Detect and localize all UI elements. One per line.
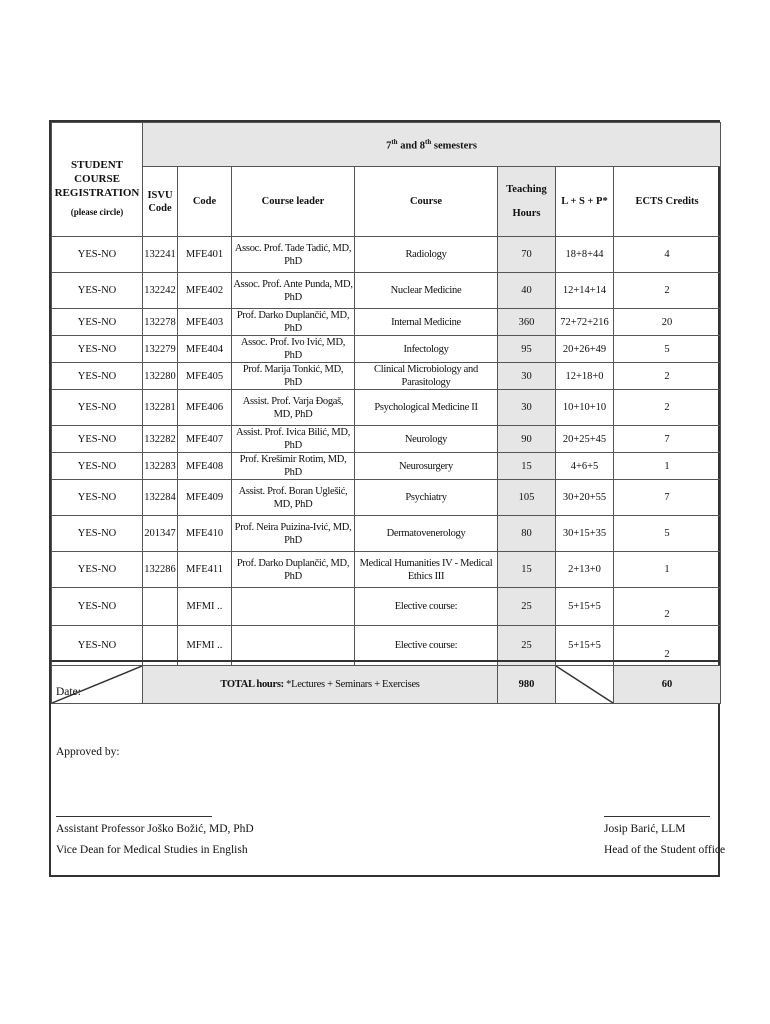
lsp-hours: 12+18+0 <box>556 363 614 390</box>
course-code: MFE404 <box>178 336 232 363</box>
totals-label: TOTAL hours: <box>220 679 284 690</box>
course-code: MFMI .. <box>178 588 232 626</box>
lsp-hours: 4+6+5 <box>556 453 614 480</box>
course-leader: Prof. Neira Puizina-Ivić, MD, PhD <box>232 516 355 552</box>
registration-choice[interactable]: YES-NO <box>52 480 143 516</box>
course-registration-table <box>51 122 721 704</box>
registration-choice[interactable]: YES-NO <box>52 552 143 588</box>
ects-credits: 20 <box>614 309 721 336</box>
course-row <box>52 273 721 309</box>
semester-7: 7 <box>386 140 392 152</box>
semesters-word: semesters <box>431 140 478 152</box>
course-row <box>52 552 721 588</box>
teaching-hours: 95 <box>498 336 556 363</box>
isvu-code: 132284 <box>143 480 178 516</box>
course-row <box>52 390 721 426</box>
col-header-code: Code <box>178 167 232 237</box>
signer-vice-dean-title: Vice Dean for Medical Studies in English <box>56 844 248 856</box>
semester-8-suffix: th <box>425 138 432 147</box>
ects-credits: 1 <box>614 552 721 588</box>
teaching-hours: 30 <box>498 363 556 390</box>
course-leader: Assist. Prof. Varja Đogaš, MD, PhD <box>232 390 355 426</box>
lsp-hours: 20+26+49 <box>556 336 614 363</box>
registration-choice[interactable]: YES-NO <box>52 309 143 336</box>
course-code: MFE401 <box>178 237 232 273</box>
ects-credits: 1 <box>614 453 721 480</box>
teaching-hours: 15 <box>498 453 556 480</box>
approval-section <box>51 660 726 879</box>
registration-choice[interactable]: YES-NO <box>52 363 143 390</box>
course-row <box>52 237 721 273</box>
teaching-hours: 90 <box>498 426 556 453</box>
col-header-teaching-hours: Teaching Hours <box>498 167 556 237</box>
isvu-code: 132278 <box>143 309 178 336</box>
course-code: MFE408 <box>178 453 232 480</box>
course-name: Internal Medicine <box>355 309 498 336</box>
date-label: Date: <box>56 686 81 698</box>
course-name: Dermatovenerology <box>355 516 498 552</box>
course-name: Elective course: <box>355 588 498 626</box>
course-name: Elective course: <box>355 626 498 666</box>
semester-7-suffix: th <box>391 138 398 147</box>
ects-credits: 2 <box>614 588 721 626</box>
lsp-hours: 10+10+10 <box>556 390 614 426</box>
isvu-code <box>143 588 178 626</box>
course-code: MFE402 <box>178 273 232 309</box>
lsp-hours: 12+14+14 <box>556 273 614 309</box>
signature-line-student-office <box>604 816 710 817</box>
course-row <box>52 588 721 626</box>
lsp-hours: 2+13+0 <box>556 552 614 588</box>
isvu-code: 132286 <box>143 552 178 588</box>
course-code: MFMI .. <box>178 626 232 666</box>
lsp-hours: 5+15+5 <box>556 588 614 626</box>
ects-credits: 2 <box>614 363 721 390</box>
isvu-code: 132241 <box>143 237 178 273</box>
col-header-leader: Course leader <box>232 167 355 237</box>
please-circle-note: (please circle) <box>70 207 124 217</box>
course-row <box>52 480 721 516</box>
semester-8: and 8 <box>397 140 425 152</box>
registration-header-cell <box>52 123 143 237</box>
ects-credits: 7 <box>614 426 721 453</box>
ects-credits: 2 <box>614 626 721 666</box>
course-name: Psychiatry <box>355 480 498 516</box>
course-leader: Prof. Darko Duplančić, MD, PhD <box>232 552 355 588</box>
isvu-code: 201347 <box>143 516 178 552</box>
registration-choice[interactable]: YES-NO <box>52 237 143 273</box>
totals-note: *Lectures + Seminars + Exercises <box>283 679 420 690</box>
course-code: MFE410 <box>178 516 232 552</box>
course-name: Neurosurgery <box>355 453 498 480</box>
lsp-hours: 5+15+5 <box>556 626 614 666</box>
course-leader: Assist. Prof. Ivica Bilić, MD, PhD <box>232 426 355 453</box>
course-name: Radiology <box>355 237 498 273</box>
approved-by-label: Approved by: <box>56 746 120 758</box>
signature-line-vice-dean <box>56 816 212 817</box>
course-name: Medical Humanities IV - Medical Ethics III <box>355 552 498 588</box>
course-code: MFE407 <box>178 426 232 453</box>
registration-choice[interactable]: YES-NO <box>52 626 143 666</box>
lsp-hours: 30+20+55 <box>556 480 614 516</box>
course-registration-form <box>49 120 726 877</box>
course-name: Infectology <box>355 336 498 363</box>
signer-student-office-title: Head of the Student office <box>604 844 726 856</box>
teaching-hours: 360 <box>498 309 556 336</box>
course-row <box>52 516 721 552</box>
total-teaching-hours: 980 <box>498 666 556 704</box>
course-leader: Prof. Darko Duplančić, MD, PhD <box>232 309 355 336</box>
teaching-hours: 70 <box>498 237 556 273</box>
isvu-code: 132242 <box>143 273 178 309</box>
course-row <box>52 309 721 336</box>
course-leader <box>232 588 355 626</box>
course-name: Neurology <box>355 426 498 453</box>
course-leader: Assist. Prof. Boran Uglešić, MD, PhD <box>232 480 355 516</box>
registration-title: STUDENT COURSE REGISTRATION <box>54 159 140 199</box>
course-code: MFE403 <box>178 309 232 336</box>
signer-student-office-name: Josip Barić, LLM <box>604 823 686 835</box>
course-row <box>52 363 721 390</box>
lsp-hours: 30+15+35 <box>556 516 614 552</box>
course-leader: Assoc. Prof. Ante Punda, MD, PhD <box>232 273 355 309</box>
isvu-code: 132279 <box>143 336 178 363</box>
total-ects: 60 <box>614 666 721 704</box>
lsp-hours: 20+25+45 <box>556 426 614 453</box>
course-leader: Assoc. Prof. Ivo Ivić, MD, PhD <box>232 336 355 363</box>
teaching-hours: 15 <box>498 552 556 588</box>
course-leader: Prof. Marija Tonkić, MD, PhD <box>232 363 355 390</box>
course-leader: Prof. Krešimir Rotim, MD, PhD <box>232 453 355 480</box>
course-leader: Assoc. Prof. Tade Tadić, MD, PhD <box>232 237 355 273</box>
course-code: MFE406 <box>178 390 232 426</box>
lsp-hours: 72+72+216 <box>556 309 614 336</box>
signer-vice-dean-name: Assistant Professor Joško Božić, MD, PhD <box>56 823 254 835</box>
teaching-hours: 25 <box>498 626 556 666</box>
isvu-code: 132283 <box>143 453 178 480</box>
teaching-hours: 30 <box>498 390 556 426</box>
registration-choice[interactable]: YES-NO <box>52 453 143 480</box>
ects-credits: 5 <box>614 516 721 552</box>
ects-credits: 4 <box>614 237 721 273</box>
course-code: MFE411 <box>178 552 232 588</box>
teaching-hours: 25 <box>498 588 556 626</box>
col-header-ects: ECTS Credits <box>614 167 721 237</box>
course-row <box>52 426 721 453</box>
isvu-code: 132281 <box>143 390 178 426</box>
ects-credits: 2 <box>614 273 721 309</box>
lsp-hours: 18+8+44 <box>556 237 614 273</box>
col-header-course: Course <box>355 167 498 237</box>
course-code: MFE409 <box>178 480 232 516</box>
teaching-hours: 80 <box>498 516 556 552</box>
course-name: Psychological Medicine II <box>355 390 498 426</box>
col-header-isvu: ISVU Code <box>143 167 178 237</box>
teaching-hours: 105 <box>498 480 556 516</box>
registration-choice[interactable]: YES-NO <box>52 336 143 363</box>
teaching-hours: 40 <box>498 273 556 309</box>
semesters-header <box>143 123 721 167</box>
ects-credits: 7 <box>614 480 721 516</box>
course-row <box>52 453 721 480</box>
course-code: MFE405 <box>178 363 232 390</box>
col-header-lsp: L + S + P* <box>556 167 614 237</box>
registration-choice[interactable]: YES-NO <box>52 588 143 626</box>
course-row <box>52 336 721 363</box>
ects-credits: 5 <box>614 336 721 363</box>
registration-choice[interactable]: YES-NO <box>52 273 143 309</box>
registration-choice[interactable]: YES-NO <box>52 516 143 552</box>
isvu-code: 132280 <box>143 363 178 390</box>
registration-choice[interactable]: YES-NO <box>52 426 143 453</box>
course-name: Clinical Microbiology and Parasitology <box>355 363 498 390</box>
registration-choice[interactable]: YES-NO <box>52 390 143 426</box>
course-name: Nuclear Medicine <box>355 273 498 309</box>
isvu-code: 132282 <box>143 426 178 453</box>
ects-credits: 2 <box>614 390 721 426</box>
